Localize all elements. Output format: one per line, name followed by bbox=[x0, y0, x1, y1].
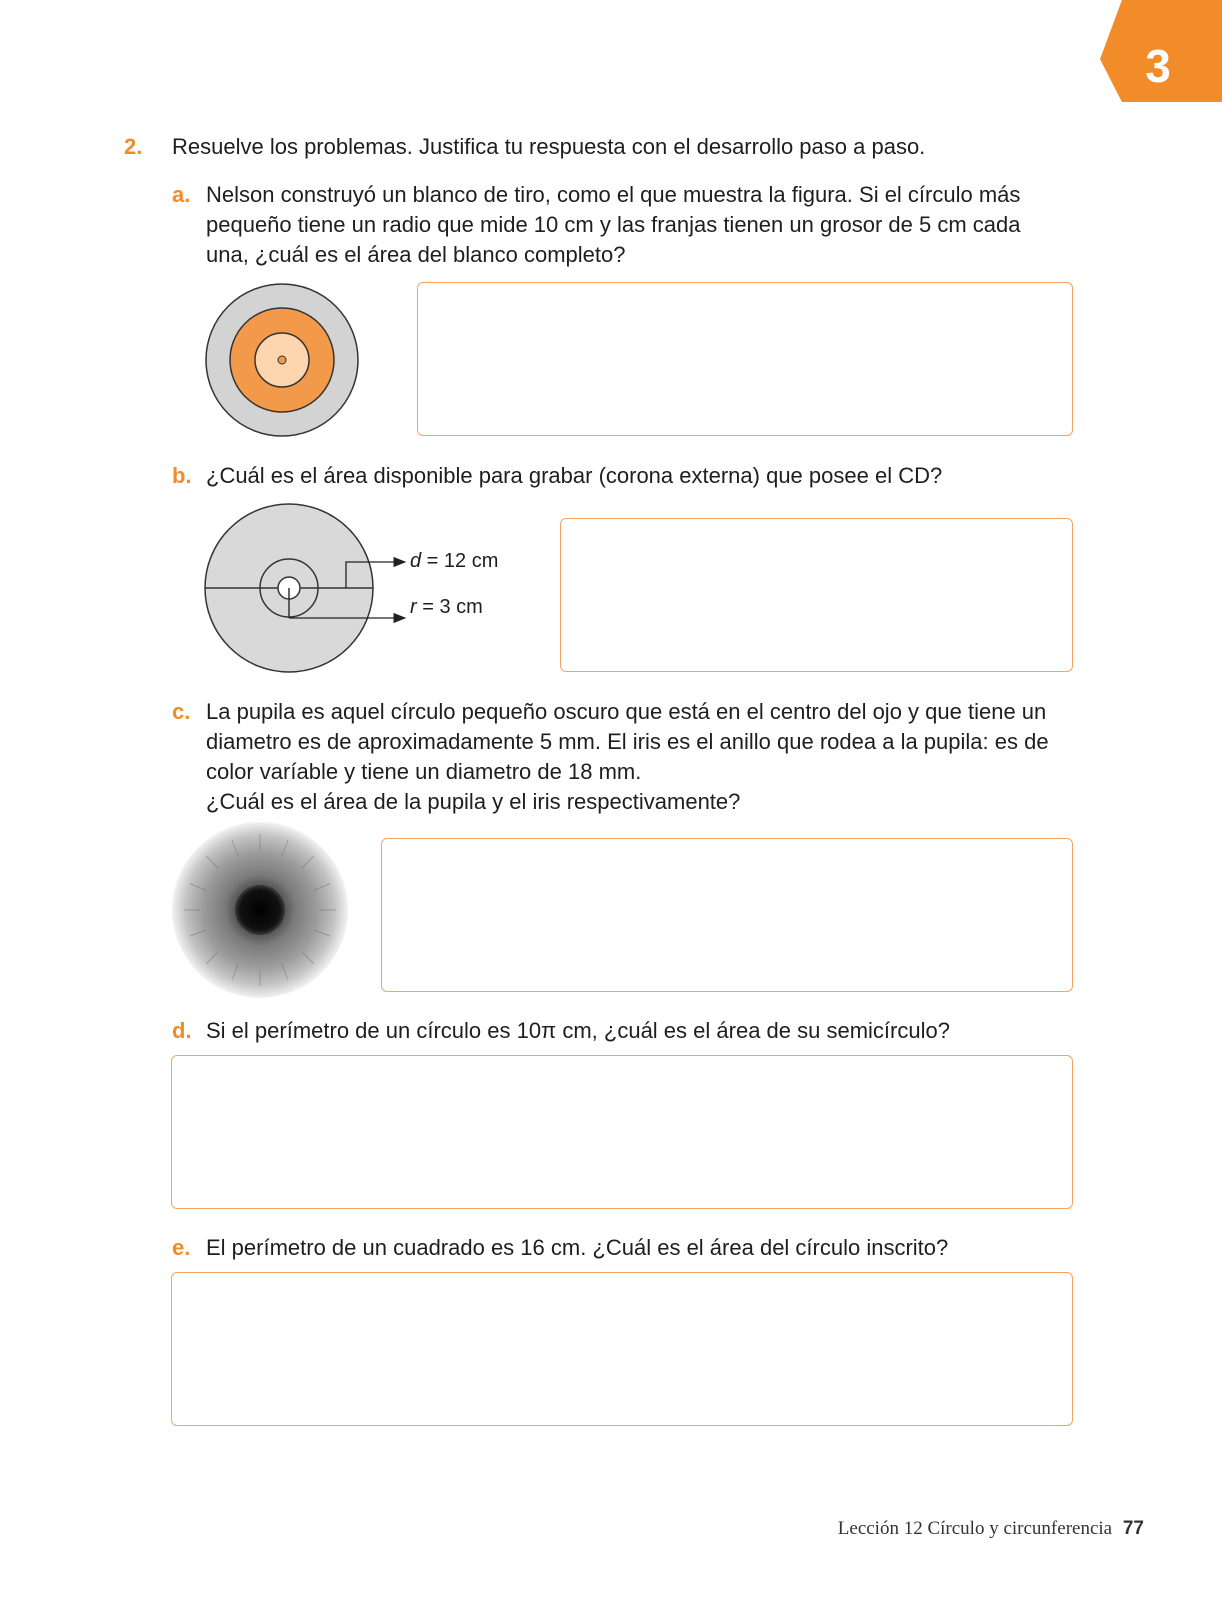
page-footer bbox=[838, 1518, 1144, 1540]
item-a-line: pequeño tiene un radio que mide 10 cm y las franjas tienen un grosor de 5 cm cada bbox=[206, 212, 1021, 237]
pupil bbox=[235, 885, 285, 935]
item-c-text bbox=[206, 697, 1086, 817]
answer-box-d[interactable] bbox=[171, 1055, 1073, 1209]
exercise-number: 2. bbox=[124, 134, 143, 159]
target-center-dot bbox=[278, 356, 286, 364]
diameter-value: = 12 cm bbox=[421, 550, 499, 572]
item-e-text: El perímetro de un cuadrado es 16 cm. ¿Cuál es el área del círculo inscrito? bbox=[206, 1235, 949, 1260]
item-d-text: Si el perímetro de un círculo es 10π cm, ¿cuál es el área de su semicírculo? bbox=[206, 1018, 950, 1043]
item-a-line: una, ¿cuál es el área del blanco completo? bbox=[206, 242, 626, 267]
answer-box-a[interactable] bbox=[417, 282, 1073, 436]
item-c-line: ¿Cuál es el área de la pupila y el iris respectivamente? bbox=[206, 789, 741, 814]
cd-figure bbox=[200, 500, 520, 676]
diameter-label bbox=[410, 550, 498, 573]
answer-box-c[interactable] bbox=[381, 838, 1073, 992]
answer-box-b[interactable] bbox=[560, 518, 1073, 672]
item-a-letter: a. bbox=[172, 182, 191, 207]
item-c-line: La pupila es aquel círculo pequeño oscuro que está en el centro del ojo y que tiene un bbox=[206, 699, 1047, 724]
item-b-text: ¿Cuál es el área disponible para grabar (corona externa) que posee el CD? bbox=[206, 463, 943, 488]
item-c-letter: c. bbox=[172, 699, 191, 724]
target-figure bbox=[200, 280, 364, 442]
item-a-text bbox=[206, 180, 1066, 270]
diameter-var: d bbox=[410, 550, 422, 572]
item-c-line: color varíable y tiene un diametro de 18 mm. bbox=[206, 759, 642, 784]
exercise-instruction: Resuelve los problemas. Justifica tu respuesta con el desarrollo paso a paso. bbox=[172, 134, 926, 159]
radius-var: r bbox=[410, 596, 417, 618]
footer-lesson: Lección 12 bbox=[837, 1518, 923, 1539]
item-d-letter: d. bbox=[172, 1018, 192, 1043]
answer-box-e[interactable] bbox=[171, 1272, 1073, 1426]
radius-value: = 3 cm bbox=[416, 596, 483, 618]
page-number: 77 bbox=[1122, 1518, 1144, 1539]
item-b-letter: b. bbox=[172, 463, 192, 488]
footer-topic: Círculo y circunferencia bbox=[922, 1518, 1113, 1539]
item-a-line: Nelson construyó un blanco de tiro, como el que muestra la figura. Si el círculo más bbox=[206, 182, 1021, 207]
item-c-line: diametro es de aproximadamente 5 mm. El iris es el anillo que rodea a la pupila: es de bbox=[206, 729, 1049, 754]
item-e-letter: e. bbox=[172, 1235, 191, 1260]
radius-label bbox=[410, 596, 483, 619]
eye-photo bbox=[168, 820, 352, 1000]
chapter-number: 3 bbox=[1145, 40, 1171, 92]
